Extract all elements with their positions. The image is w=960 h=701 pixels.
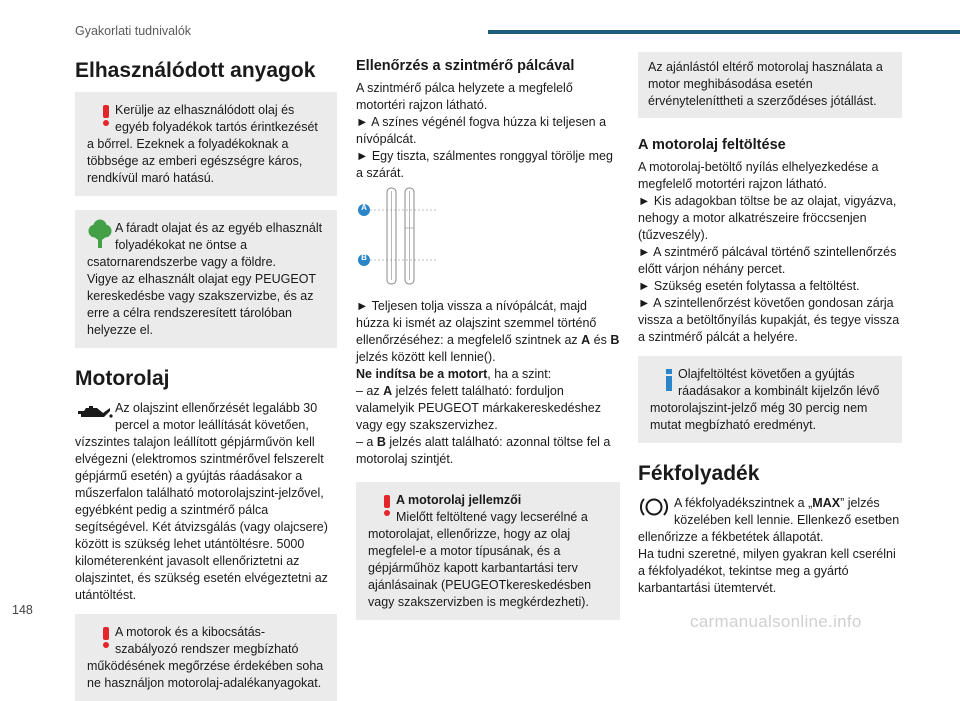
brake-paragraph-2: Ha tudni szeretné, milyen gyakran kell cserélni a fékfolyadékot, tekintse meg a gyártó karbantartási ütemtervét. [638,547,896,595]
dipstick-p4-b: B [610,333,620,347]
brake-text-pre: A fékfolyadékszintnek a „ [674,496,813,510]
dipstick-illustration [356,188,620,288]
section-title-motoroil: Motorolaj [75,367,170,390]
running-header: Gyakorlati tudnivalók [75,24,192,38]
page-number: 148 [12,603,33,617]
dipstick-p7 [356,434,620,468]
tree-icon [87,220,115,254]
marker-b-label: B [361,253,367,262]
watermark: carmanualsonline.info [690,612,862,631]
left-column [75,52,337,701]
note-text-warranty: Az ajánlástól eltérő motorolaj használata a motor meghibásodása esetén érvényteleníttheti a szerződéses jótállást. [648,60,883,108]
dipstick-p7-rest: jelzés alatt található: azonnal töltse fel a motorolaj szintjét. [356,435,611,466]
middle-column [356,52,620,620]
dipstick-p5-rest: , ha a szint: [487,367,552,381]
warning-text: Kerülje az elhasználódott olaj és egyéb folyadékok tartós érintkezését a bőrrel. Ezeknek a folyadékoknak a többsége az emberi egészségre káros, rendkívül maró hatású. [87,103,318,185]
section-title-dipstick: Ellenőrzés a szintmérő pálcával [356,58,575,74]
note-box-warranty [638,52,902,118]
dipstick-p6-rest: jelzés felett található: forduljon valamelyik PEUGEOT márkakereskedéshez vagy egy szakszervizhez. [356,384,601,432]
dipstick-p3: ► Egy tiszta, szálmentes ronggyal törölje meg a szárát. [356,149,613,180]
dipstick-p4-text: ► Teljesen tolja vissza a nívópálcát, majd húzza ki ismét az olajszint szemmel történő ellenőrzéséhez: a megfelelő szintnek az [356,299,597,347]
brake-paragraph [638,495,902,546]
brake-warning-icon [638,495,672,519]
warning-box-oil-spec [356,482,620,620]
dipstick-p6-pre: – az [356,384,380,398]
header-accent-bar [488,30,960,34]
dipstick-p1: A szintmérő pálca helyzete a megfelelő motortéri rajzon látható. [356,81,573,112]
warning-icon [87,624,115,658]
environment-box [75,210,337,348]
dipstick-p5 [356,366,620,383]
motoroil-text: Az olajszint ellenőrzését legalább 30 percel a motor leállítását követően, vízszintes talajon leállított gépjárművön kell elvégezni (elektromos szintmérővel felszerelt gépjármű esetén) a gyújtás ráadásakor a műszerfalon található motorolajszint-jelzővel, egyébként pedig a szintmérő pálca segítségével. Két átvizsgálás (vagy olajcsere) között is szükség lehet utántöltésre. 5000 kilométerenként javasolt ellenőriztetni az olajszintet, és szükség esetén elvégeztetni az utántöltést. [75,401,328,602]
section-title-waste: Elhasználódott anyagok [75,59,316,82]
info-box-gauge [638,356,902,443]
fill-p4: ► Szükség esetén folytassa a feltöltést. [638,279,860,293]
environment-text-1: A fáradt olajat és az egyéb elhasznált folyadékokat ne öntse a csatornarendszerbe vagy a földre. [87,221,323,269]
warning-box-additives [75,614,337,701]
oil-can-icon [75,400,113,426]
dipstick-p6 [356,383,620,434]
dipstick-p4 [356,298,620,366]
dipstick-p4-mid: és [593,333,607,347]
info-text-gauge: Olajfeltöltést követően a gyújtás ráadásakor a kombinált kijelzőn lévő motorolajszint-jelző még 30 percig nem mutat megbízható eredményt. [650,367,880,432]
section-title-oil-fill: A motorolaj feltöltése [638,137,786,153]
dipstick-p4-a: A [581,333,591,347]
marker-a-label: A [361,203,367,212]
warning-title-oil-spec: A motorolaj jellemzői [396,493,522,507]
environment-text-2: Vigye az elhasznált olajat egy PEUGEOT kereskedésbe vagy szakszervizbe, és az erre a célra rendszeresített tárolóban helyezze el. [87,272,316,337]
dipstick-p5-bold: Ne indítsa be a motort [356,367,488,381]
fill-p2: ► Kis adagokban töltse be az olajat, vigyázva, nehogy a motor alkatrészeire fröccsenjen (tűzveszély). [638,194,897,242]
right-column [638,52,902,597]
brake-text-post: ” jelzés közelében kell lennie. Ellenkező esetben ellenőrizze a fékbetétek állapotát. [638,496,900,544]
fill-p1: A motorolaj-betöltő nyílás elhelyezkedése a megfelelő motortéri rajzon látható. [638,160,879,191]
dipstick-p6-a: A [383,384,393,398]
warning-text-oil-spec: Mielőtt feltöltené vagy lecserélné a motorolajat, ellenőrizze, hogy az olaj megfelel-e a motor típusának, és a gépjárműhöz kapott karbantartási terv ajánlásainak (PEUGEOTkereskedésben vagy szakszervizben is megkérdezheti). [368,510,592,609]
motoroil-paragraph [75,400,337,604]
warning-icon [368,492,396,526]
brake-max-label: MAX [812,496,841,510]
warning-text-additives: A motorok és a kibocsátás-szabályozó rendszer megbízható működésének megőrzése érdekében soha ne használjon motorolaj-adalékanyagokat. [87,625,324,690]
fill-p3: ► A szintmérő pálcával történő szintellenőrzés előtt várjon néhány percet. [638,245,897,276]
dipstick-p4-end: jelzés között kell lennie(). [356,350,496,364]
dipstick-p7-pre: – a [356,435,374,449]
info-icon [650,366,678,400]
dipstick-p7-b: B [376,435,386,449]
warning-box-skin-contact [75,92,337,196]
warning-icon [87,102,115,136]
fill-p5: ► A szintellenőrzést követően gondosan zárja vissza a betöltőnyílás kupakját, és tegye vissza a szintmérő pálcát a helyére. [638,296,900,344]
section-title-brake-fluid: Fékfolyadék [638,462,760,485]
dipstick-p2: ► A színes végénél fogva húzza ki teljesen a nívópálcát. [356,115,607,146]
